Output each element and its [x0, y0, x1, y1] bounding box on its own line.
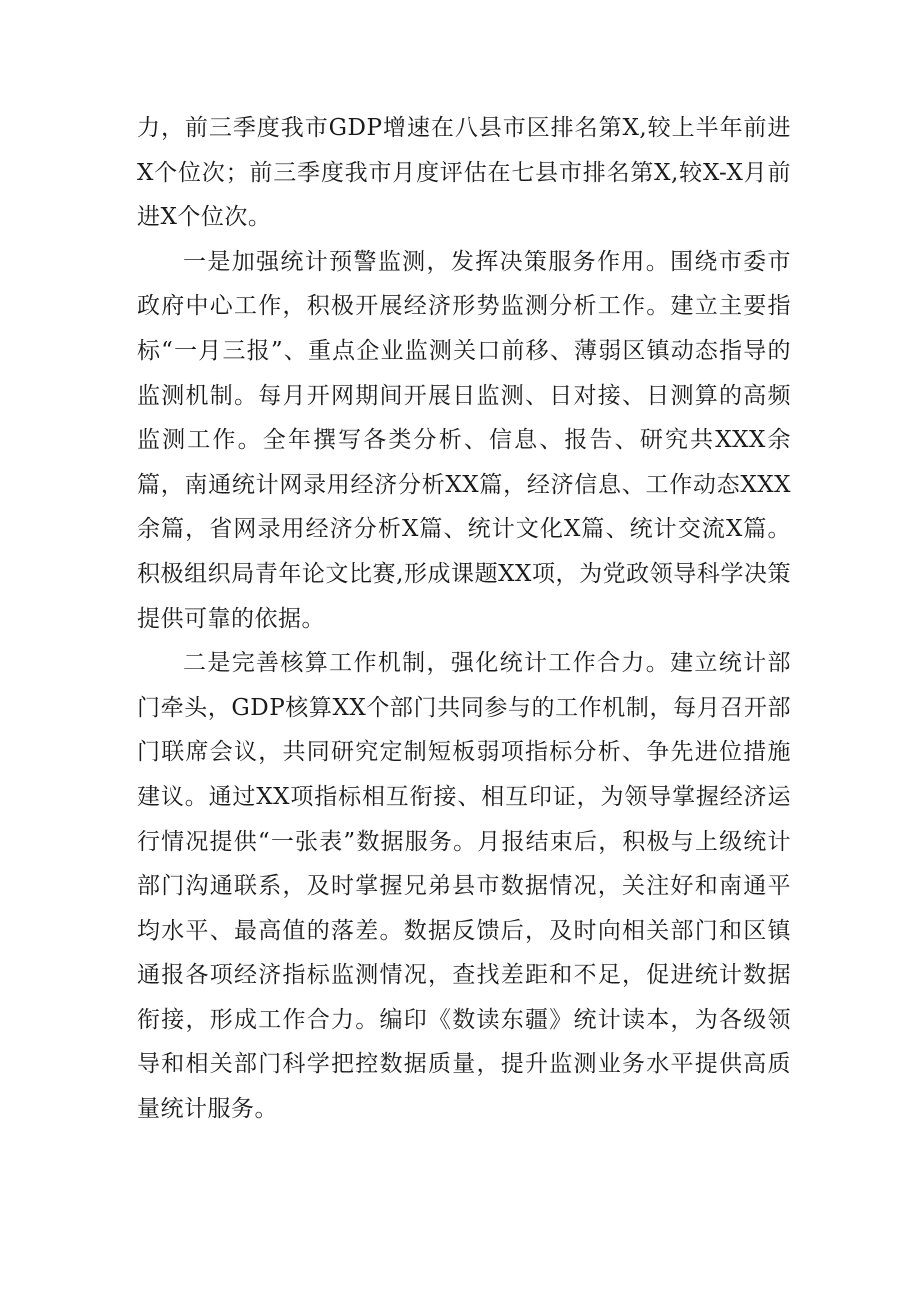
document-body: [137, 106, 791, 1132]
paragraph-continuation: 力，前三季度我市GDP增速在八县市区排名第X,较上半年前进X个位次；前三季度我市月度评估在七县市排名第X,较X-X月前进X个位次。: [137, 115, 791, 231]
paragraph-statistical-monitoring: 一是加强统计预警监测，发挥决策服务作用。围绕市委市政府中心工作，积极开展经济形势监测分析工作。建立主要指标“一月三报”、重点企业监测关口前移、薄弱区镇动态指导的监测机制。每月开网期间开展日监测、日对接、日测算的高频监测工作。全年撰写各类分析、信息、报告、研究共XXX余篇，南通统计网录用经济分析XX篇，经济信息、工作动态XXX余篇，省网录用经济分析X篇、统计文化X篇、统计交流X篇。积极组织局青年论文比赛,形成课题XX项，为党政领导科学决策提供可靠的依据。: [137, 248, 791, 632]
paragraph-accounting-mechanism: 二是完善核算工作机制，强化统计工作合力。建立统计部门牵头，GDP核算XX个部门共同参与的工作机制，每月召开部门联席会议，共同研究定制短板弱项指标分析、争先进位措施建议。通过XX项指标相互衔接、相互印证，为领导掌握经济运行情况提供“一张表”数据服务。月报结束后，积极与上级统计部门沟通联系，及时掌握兄弟县市数据情况，关注好和南通平均水平、最高值的落差。数据反馈后，及时向相关部门和区镇通报各项经济指标监测情况，查找差距和不足，促进统计数据衔接，形成工作合力。编印《数读东疆》统计读本，为各级领导和相关部门科学把控数据质量，提升监测业务水平提供高质量统计服务。: [137, 650, 791, 1123]
